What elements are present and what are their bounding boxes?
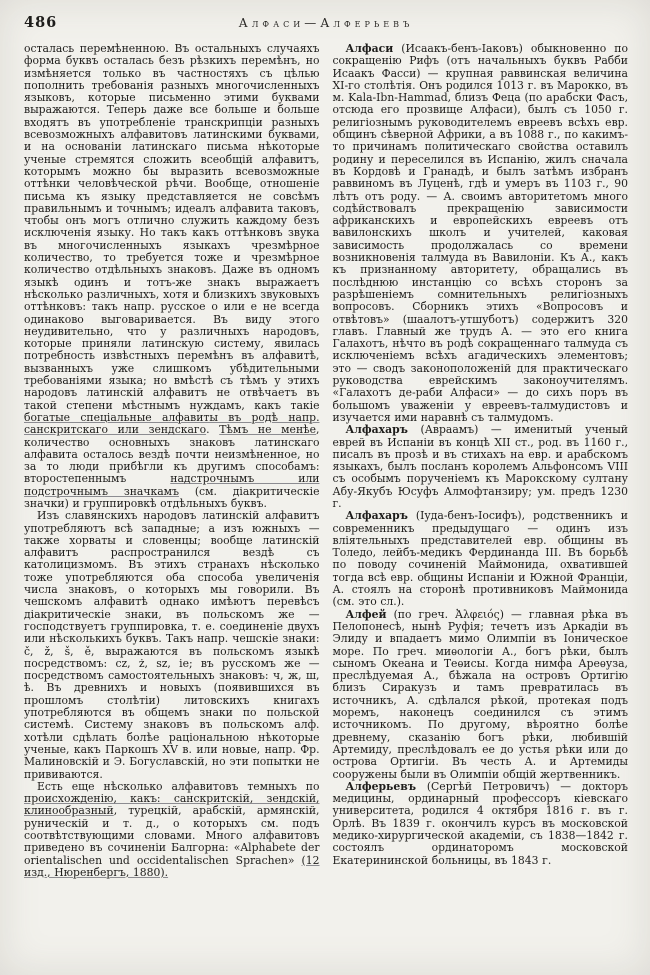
pencil-underline: надстрочнымъ или подстрочнымъ значкамъ xyxy=(24,472,320,498)
page-body xyxy=(24,43,628,879)
article-alfasi xyxy=(333,43,629,424)
article-alfahar-iuda xyxy=(333,510,629,608)
page-header xyxy=(24,14,628,31)
text-segment: Есть еще нѣсколько алфавитовъ темныхъ по xyxy=(37,779,320,793)
text-segment: , турецкій, арабскій, армянскій, руническій и т. д., о которыхъ см. подъ соотвѣтствующими словами. Много алфавитовъ приведено въ сочиненіи Балгорна: «Alphabete der orientalischen und occidentalischen Sprachen» xyxy=(24,804,320,867)
paragraph-alphabet-continuation xyxy=(24,43,320,510)
article-body: (Исаакъ-бенъ-Іаковъ) обыкновенно по сокращенію Рифъ (отъ начальныхъ буквъ Рабби Исаакъ Фасси) — крупная раввинская величина XI-го столѣтія. Онъ родился 1013 г. въ Марокко, въ м. Kala-Ibn-Hammad, близъ Феца (по арабски Фасъ, отсюда его прозвище Алфаси), былъ съ 1050 г. религіознымъ руководителемъ евреевъ всѣхъ евр. общинъ сѣверной Африки, а въ 1088 г., по какимъ-то причинамъ политическаго свойства оставилъ родину и переселился въ Испанію, жилъ сначала въ Кордовѣ и Гранадѣ, и былъ затѣмъ избранъ раввиномъ въ Луценѣ, гдѣ и умеръ въ 1103 г., 90 лѣтъ отъ роду. — А. своимъ авторитетомъ много содѣйствовалъ прекращенію зависимости африканскихъ и европейскихъ евреевъ отъ вавилонскихъ школъ и учителей, каковая зависимость продолжалась со времени возникновенія талмуда въ Вавилоніи. Къ А., какъ къ признанному авторитету, обращались въ послѣднюю инстанцію со всѣхъ сторонъ за разрѣшеніемъ сомнительныхъ религіозныхъ вопросовъ. Сборникъ этихъ «Вопросовъ и отвѣтовъ» (шаалотъ-утшуботъ) содержитъ 320 главъ. Главный же трудъ А. — это его книга Галахотъ, нѣчто въ родѣ сокращеннаго талмуда съ исключеніемъ всѣхъ агадическихъ элементовъ; это — сводъ законоположеній для практическаго руководства еврейскимъ законоучителямъ. «Галахотъ де-раби Алфаси» — до сихъ поръ въ большомъ уваженіи у евреевъ-талмудистовъ и изучается ими наравнѣ съ талмудомъ. xyxy=(332,42,628,424)
article-term: Алфахаръ xyxy=(345,509,408,523)
article-term: Алфахаръ xyxy=(345,423,408,437)
article-body: (по греч. Ἀλφειός) — главная рѣка въ Пелопонесѣ, нынѣ Руфія; течетъ изъ Аркадіи въ Элиду и впадаетъ мимо Олимпіи въ Іоническое море. По греч. миѳологіи А., богъ рѣки, былъ сыномъ Океана и Теѳисы. Когда нимфа Ареѳуза, преслѣдуемая А., бѣжала на островъ Ортигію близъ Сиракузъ и тамъ превратилась въ источникъ, А. сдѣлался рѣкой, протекая подъ моремъ, наконецъ соединился съ этимъ источникомъ. По другому, вѣроятно болѣе древнему, сказанію богъ рѣки, любившій Артемиду, преслѣдовалъ ее до устья рѣки или до острова Ортигіи. Въ честь А. и Артемиды сооружены были въ Олимпіи общій жертвенникъ. xyxy=(332,607,628,781)
paragraph-obscure-alphabets xyxy=(24,781,320,879)
article-body: (Авраамъ) — именитый ученый еврей въ Испаніи въ концѣ XII ст., род. въ 1160 г., писалъ въ прозѣ и въ стихахъ на евр. и арабскомъ языкахъ, былъ посланъ королемъ Альфонсомъ VIII съ особымъ порученіемъ къ Марокскому султану Абу-Якубъ Юсуфъ Алмофтанзиру; ум. предъ 1230 г. xyxy=(332,423,628,510)
article-alfey xyxy=(333,609,629,781)
text-segment: , количество основныхъ знаковъ латинскаго алфавита осталось вездѣ почти неизмѣненное, но за то люди прибѣгли къ другимъ способамъ: второстепеннымъ xyxy=(24,423,320,486)
article-body: (Сергѣй Петровичъ) — докторъ медицины, ординарный профессоръ кіевскаго университета, родился 4 октября 1816 г. въ г. Орлѣ. Въ 1839 г. окончилъ курсъ въ московской медико-хирургической академіи, съ 1838—1842 г. состоялъ ординаторомъ московской Екатерининской больницы, въ 1843 г. xyxy=(332,779,628,867)
text-segment: . xyxy=(206,423,220,437)
text-segment: (см. діакритическіе значки) и группировкѣ отдѣльныхъ буквъ. xyxy=(24,484,320,510)
left-column xyxy=(24,43,320,879)
page-number: 486 xyxy=(24,14,58,31)
pencil-underline: Тѣмъ не менѣе xyxy=(219,423,317,437)
text-segment: Изъ славянскихъ народовъ латинскій алфавитъ употребляютъ всѣ западные; а изъ южныхъ — также хорваты и словенцы; вообще латинскій алфавитъ распространился вездѣ съ католицизмомъ. Въ этихъ странахъ нѣсколько тоже употребляются оба способа увеличенія числа знаковъ, о которыхъ мы говорили. Въ чешскомъ алфавитѣ однако имѣютъ перевѣсъ діакритическіе знаки, въ польскомъ же — господствуетъ группировка, т. е. соединеніе двухъ или нѣсколькихъ буквъ. Такъ напр. чешскіе знаки: č, ž, š, ě, выражаются въ польскомъ языкѣ посредствомъ: cz, ż, sz, ie; въ русскомъ же — посредствомъ самостоятельныхъ знаковъ: ч, ж, ш, ѣ. Въ древнихъ и новыхъ (появившихся въ прошломъ столѣтіи) литовскихъ книгахъ употребляются въ общемъ знаки по польской системѣ. Систему знаковъ въ польскомъ алф. хотѣли сдѣлать болѣе раціональною нѣкоторые ученые, какъ Паркошъ XV в. или новые, напр. Фр. Малиновскій и Э. Богуславскій, но эти попытки не прививаются. xyxy=(24,509,320,781)
pencil-underline: (12 изд., Нюренбергъ, 1880). xyxy=(24,853,320,879)
running-title: Алфаси—Алферьевъ xyxy=(238,16,414,30)
article-term: Алфей xyxy=(345,607,387,621)
text-segment: осталась перемѣненною. Въ остальныхъ случаяхъ форма буквъ осталась безъ рѣзкихъ перемѣнъ, но измѣняется только въ частностяхъ съ цѣлью пополнить требованія разныхъ многочисленныхъ языковъ, которые письменно этими буквами выражаются. Теперь даже все больше и больше входятъ въ употребленіе транскрипціи разныхъ всевозможныхъ алфавитовъ латинскими буквами, и на основаніи латинскаго письма нѣкоторые ученые стремятся сложить всеобщій алфавитъ, которымъ можно бы выразить всевозможные оттѣнки человѣческой рѣчи. Вообще, отношеніе письма къ языку представляется не совсѣмъ правильнымъ и точнымъ; идеалъ алфавита таковъ, чтобы онъ могъ отлично служить каждому безъ исключенія языку. Но такъ какъ оттѣнковъ звука въ многочисленныхъ языкахъ чрезмѣрное количество, то требуется тоже и чрезмѣрное количество отдѣльныхъ знаковъ. Даже въ одномъ языкѣ одинъ и тотъ-же знакъ выражаетъ нѣсколько различныхъ, хотя и близкихъ звуковыхъ оттѣнковъ: такъ напр. русское о или е не всегда одинаково выговаривается. Въ виду этого неудивительно, что у различныхъ народовъ, которые приняли латинскую систему, явилась потребность извѣстныхъ перемѣнъ въ алфавитѣ, вызванныхъ уже слишкомъ убѣдительными требованіями языка; но вмѣстѣ съ тѣмъ у этихъ народовъ латинскій алфавитъ не отвѣчаетъ въ такой степени мѣстнымъ нуждамъ, какъ такіе xyxy=(24,42,320,412)
right-column xyxy=(333,43,629,879)
article-body: (Іуда-бенъ-Іосифъ), родственникъ и современникъ предыдущаго — одинъ изъ вліятельныхъ представителей евр. общины въ Толедо, лейбъ-медикъ Фердинанда III. Въ борьбѣ по поводу сочиненій Маймонида, охватившей тогда всѣ евр. общины Испаніи и Южной Франціи, А. стоялъ на сторонѣ противниковъ Маймонида (см. это сл.). xyxy=(332,509,628,609)
paragraph-slavic-alphabets xyxy=(24,510,320,781)
article-term: Алфаси xyxy=(345,42,394,55)
article-term: Алферьевъ xyxy=(345,779,417,793)
article-alferyev xyxy=(333,781,629,867)
pencil-underline: происхожденію, какъ: санскритскій, зендскій, клинообразный xyxy=(24,792,320,818)
article-alfahar-avraam xyxy=(333,424,629,510)
pencil-underline: богатые спеціальные алфавиты въ родѣ напр. санскритскаго или зендскаго xyxy=(24,410,320,437)
